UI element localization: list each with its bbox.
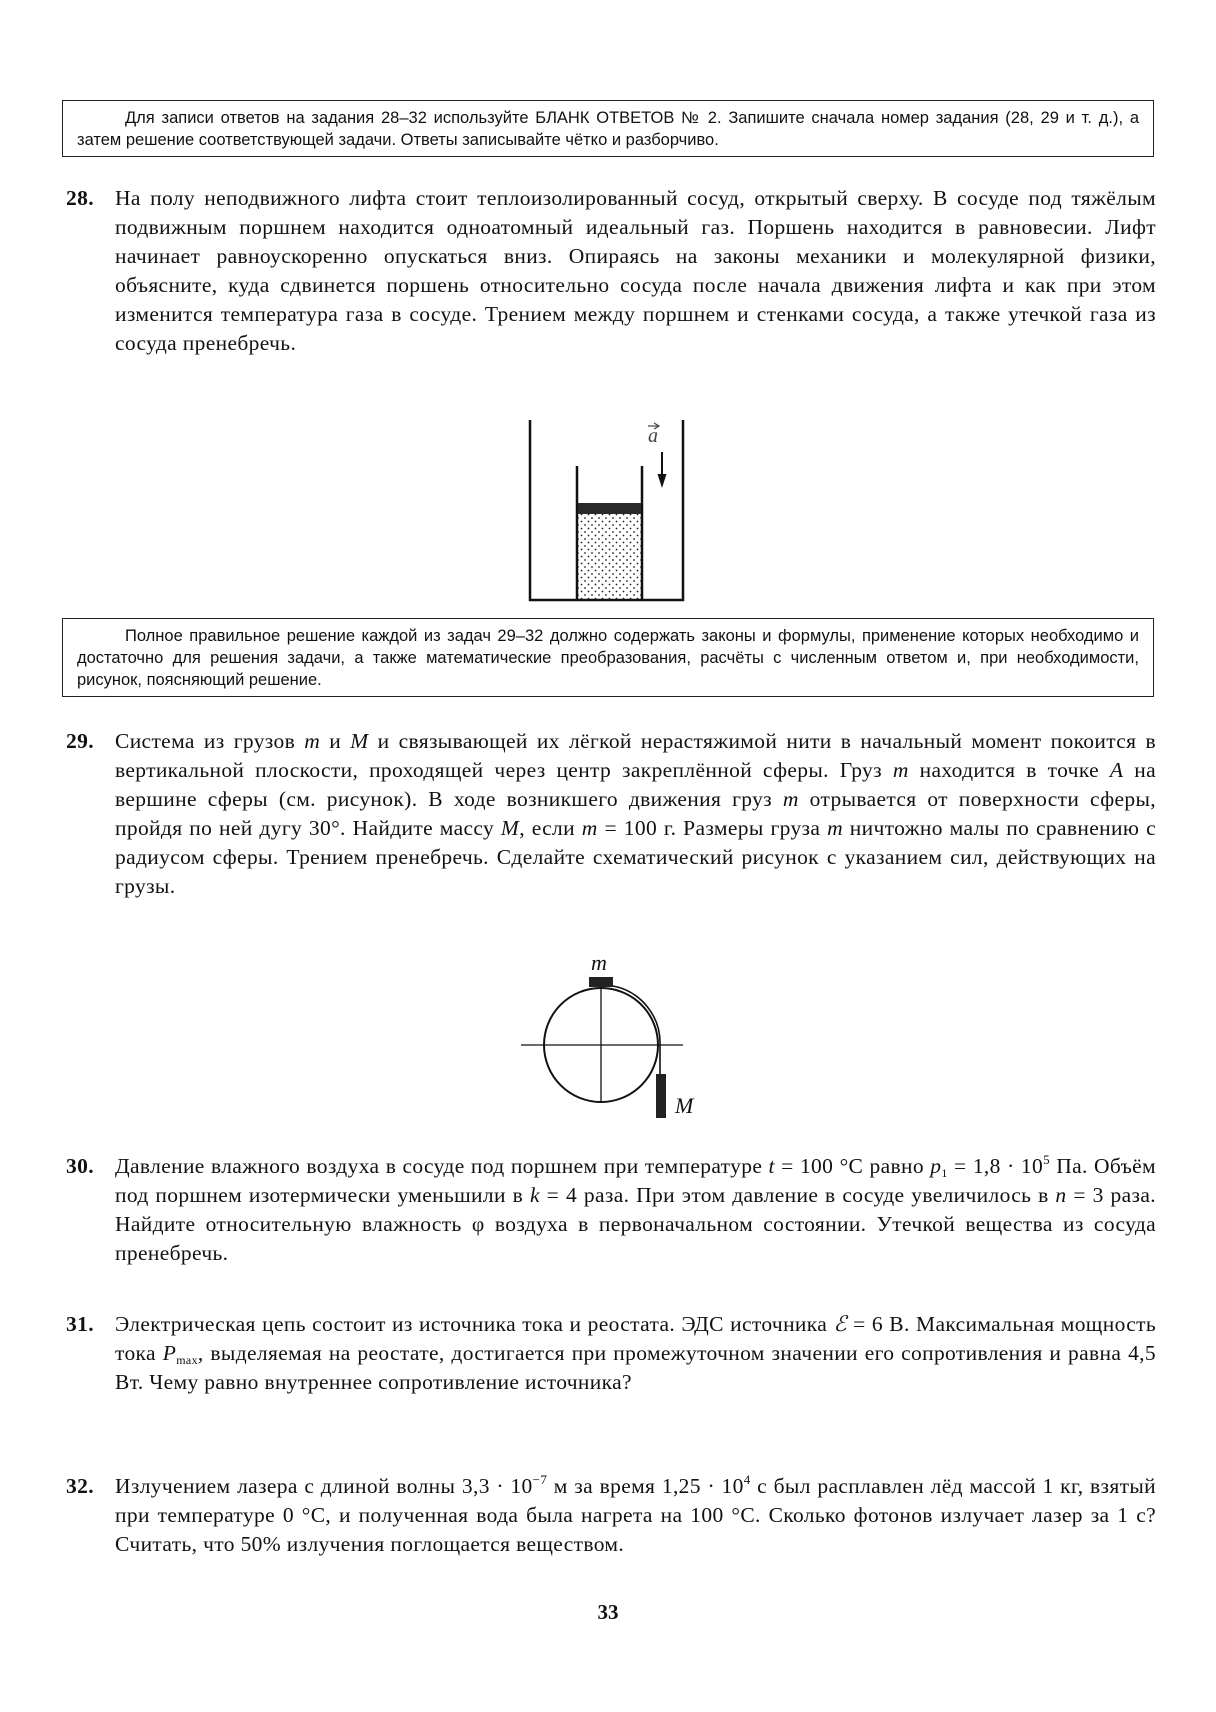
- gas-region: [578, 514, 641, 600]
- load-M: [656, 1074, 666, 1118]
- task-number: 28.: [66, 186, 94, 210]
- task-text: Электрическая цепь состоит из источника тока и реостата. ЭДС источника ℰ = 6 В. Максимальная мощность тока $P_{max}$, выделяемая на реостате, достигается при промежуточном значении его сопротивления и равна 4,5 Вт. Чему равно внутреннее сопротивление источника?: [115, 1312, 1156, 1394]
- task-number: 32.: [66, 1474, 94, 1498]
- task-32: [66, 1472, 1156, 1559]
- task-28: [66, 184, 1156, 358]
- task-text: Давление влажного воздуха в сосуде под поршнем при температуре t = 100 °С равно $p_1 = 1,8 \cdot 10^5$ Па. Объём под поршнем изотермически уменьшили в k = 4 раза. При этом давление в сосуде увеличилось в n = 3 раза. Найдите относительную влажность φ воздуха в первоначальном состоянии. Утечкой вещества из сосуда пренебречь.: [115, 1152, 1157, 1265]
- page-number: 33: [597, 1600, 619, 1624]
- task-number: 31.: [66, 1312, 94, 1336]
- task-number: 29.: [66, 729, 94, 753]
- task-text: Система из грузов m и M и связывающей их лёгкой нерастяжимой нити в начальный момент покоится в вертикальной плоскости, проходящей через центр закреплённой сферы. Груз m находится в точке A на вершине сферы (см. рисунок). В ходе возникшего движения груз m отрывается от поверхности сферы, пройдя по ней дугу 30°. Найдите массу M, если m = 100 г. Размеры груза m ничтожно малы по сравнению с радиусом сферы. Трением пренебречь. Сделайте схематический рисунок с указанием сил, действующих на грузы.: [115, 729, 1157, 898]
- task-text: Излучением лазера с длиной волны $3,3 \cdot 10^{-7}$ м за время $1,25 \cdot 10^4$ с был расплавлен лёд массой 1 кг, взятый при температуре 0 °С, и полученная вода была нагрета на 100 °С. Сколько фотонов излучает лазер за 1 с? Считать, что 50% излучения поглощается веществом.: [115, 1472, 1156, 1556]
- task-30: [66, 1152, 1156, 1268]
- answer-instructions-text: Для записи ответов на задания 28–32 используйте БЛАНК ОТВЕТОВ № 2. Запишите сначала номер задания (28, 29 и т. д.), а затем решение соответствующей задачи. Ответы записывайте чётко и разборчиво.: [77, 109, 1139, 149]
- acceleration-label: a: [648, 425, 658, 447]
- load-m: [589, 977, 613, 987]
- vessel-piston-figure: [520, 418, 700, 606]
- piston: [578, 503, 641, 514]
- task-number: 30.: [66, 1154, 94, 1178]
- acceleration-arrowhead: [658, 474, 667, 488]
- mass-M-label: M: [675, 1093, 694, 1118]
- solution-requirements-box: [62, 618, 1154, 697]
- solution-requirements-text: Полное правильное решение каждой из задач 29–32 должно содержать законы и формулы, применение которых необходимо и достаточно для решения задачи, а также математические преобразования, расчёты с численным ответом и, при необходимости, рисунок, поясняющий решение.: [77, 627, 1139, 689]
- mass-m-label: m: [591, 950, 607, 975]
- task-31: [66, 1310, 1156, 1397]
- answer-instructions-box: [62, 100, 1154, 157]
- sphere-loads-figure: [515, 948, 695, 1128]
- task-29: [66, 727, 1156, 901]
- task-text: На полу неподвижного лифта стоит теплоизолированный сосуд, открытый сверху. В сосуде под тяжёлым подвижным поршнем находится одноатомный идеальный газ. Поршень находится в равновесии. Лифт начинает равноускоренно опускаться вниз. Опираясь на законы механики и молекулярной физики, объясните, куда сдвинется поршень относительно сосуда после начала движения лифта и как при этом изменится температура газа в сосуде. Трением между поршнем и стенками сосуда, а также утечкой газа из сосуда пренебречь.: [115, 186, 1156, 355]
